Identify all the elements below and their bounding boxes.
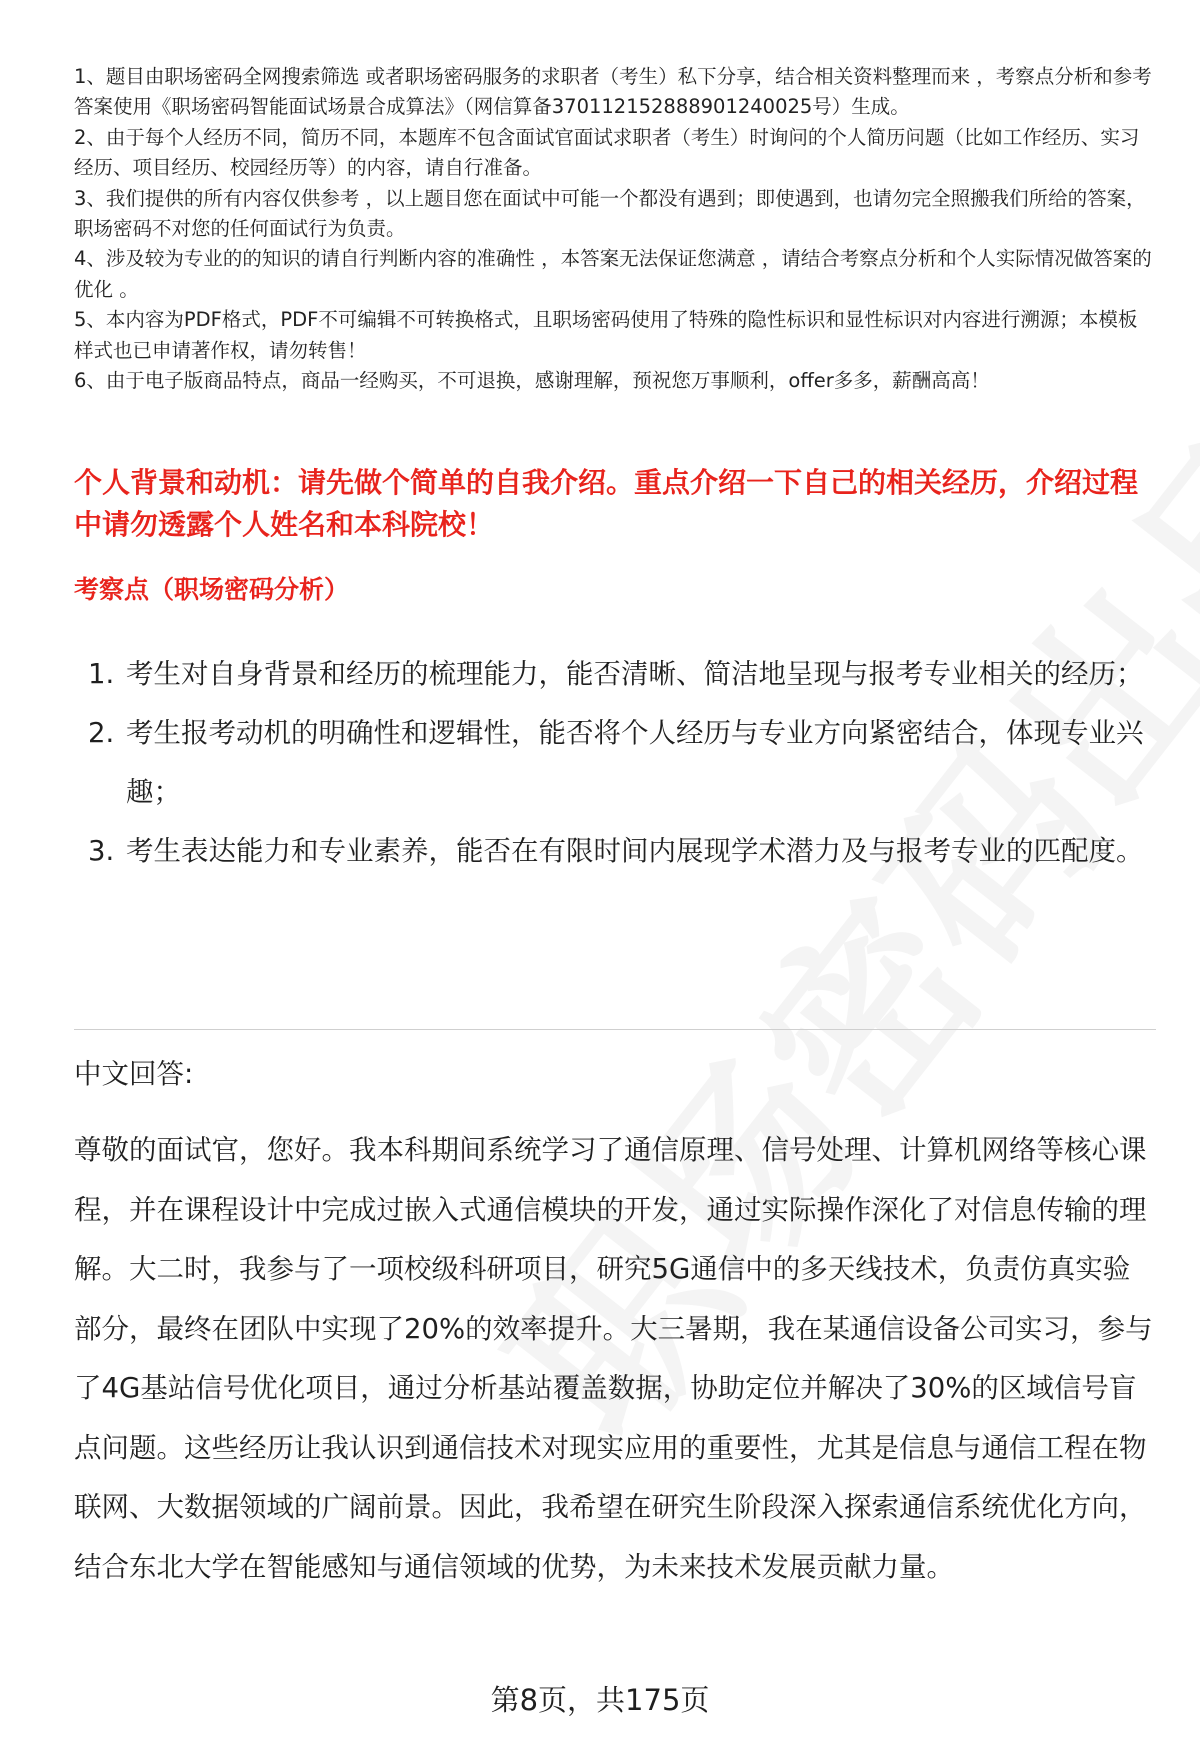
page-number: 第8页，共175页: [490, 1683, 710, 1717]
interview-question: 个人背景和动机：请先做个简单的自我介绍。重点介绍一下自己的相关经历，介绍过程中请勿透露个人姓名和本科院校！: [74, 466, 1139, 541]
point-number: 3.: [88, 835, 115, 867]
assessment-point: [74, 645, 1154, 704]
answer-label: 中文回答:: [74, 1058, 194, 1090]
point-text: 考生报考动机的明确性和逻辑性，能否将个人经历与专业方向紧密结合，体现专业兴趣；: [126, 717, 1144, 808]
disclaimer-item: 1、题目由职场密码全网搜索筛选 或者职场密码服务的求职者（考生）私下分享，结合相关资料整理而来 ，考察点分析和参考答案使用《职场密码智能面试场景合成算法》（网信算备370112152888901240025号）生成。: [74, 65, 1152, 119]
divider: [74, 1029, 1156, 1030]
disclaimer-item: 4、涉及较为专业的的知识的请自行判断内容的准确性 ，本答案无法保证您满意 ，请结合考察点分析和个人实际情况做答案的优化 。: [74, 247, 1152, 301]
disclaimer-item: 5、本内容为PDF格式，PDF不可编辑不可转换格式，且职场密码使用了特殊的隐性标识和显性标识对内容进行溯源；本模板样式也已申请著作权，请勿转售！: [74, 308, 1138, 362]
point-text: 考生对自身背景和经历的梳理能力，能否清晰、简洁地呈现与报考专业相关的经历；: [126, 658, 1144, 690]
assessment-points-list: [74, 645, 1154, 881]
answer-text: 尊敬的面试官，您好。我本科期间系统学习了通信原理、信号处理、计算机网络等核心课程，并在课程设计中完成过嵌入式通信模块的开发，通过实际操作深化了对信息传输的理解。大二时，我参与了一项校级科研项目，研究5G通信中的多天线技术，负责仿真实验部分，最终在团队中实现了20%的效率提升。大三暑期，我在某通信设备公司实习，参与了4G基站信号优化项目，通过分析基站覆盖数据，协助定位并解决了30%的区域信号盲点问题。这些经历让我认识到通信技术对现实应用的重要性，尤其是信息与通信工程在物联网、大数据领域的广阔前景。因此，我希望在研究生阶段深入探索通信系统优化方向，结合东北大学在智能感知与通信领域的优势，为未来技术发展贡献力量。: [74, 1134, 1153, 1583]
point-text: 考生表达能力和专业素养，能否在有限时间内展现学术潜力及与报考专业的匹配度。: [126, 835, 1144, 867]
disclaimer-item: 2、由于每个人经历不同，简历不同，本题库不包含面试官面试求职者（考生）时询问的个人简历问题（比如工作经历、实习经历、项目经历、校园经历等）的内容，请自行准备。: [74, 125, 1140, 180]
assessment-point: [74, 704, 1154, 822]
section-title: 考察点（职场密码分析）: [74, 575, 350, 604]
point-number: 2.: [88, 717, 115, 749]
disclaimer-block: [74, 62, 1154, 396]
disclaimer-item: 6、由于电子版商品特点，商品一经购买，不可退换，感谢理解，预祝您万事顺利，offer多多，薪酬高高！: [74, 369, 990, 393]
assessment-point: [74, 822, 1154, 881]
point-number: 1.: [88, 658, 115, 690]
disclaimer-item: 3、我们提供的所有内容仅供参考 ，以上题目您在面试中可能一个都没有遇到；即使遇到，也请勿完全照搬我们所给的答案，职场密码不对您的任何面试行为负责。: [74, 186, 1146, 241]
